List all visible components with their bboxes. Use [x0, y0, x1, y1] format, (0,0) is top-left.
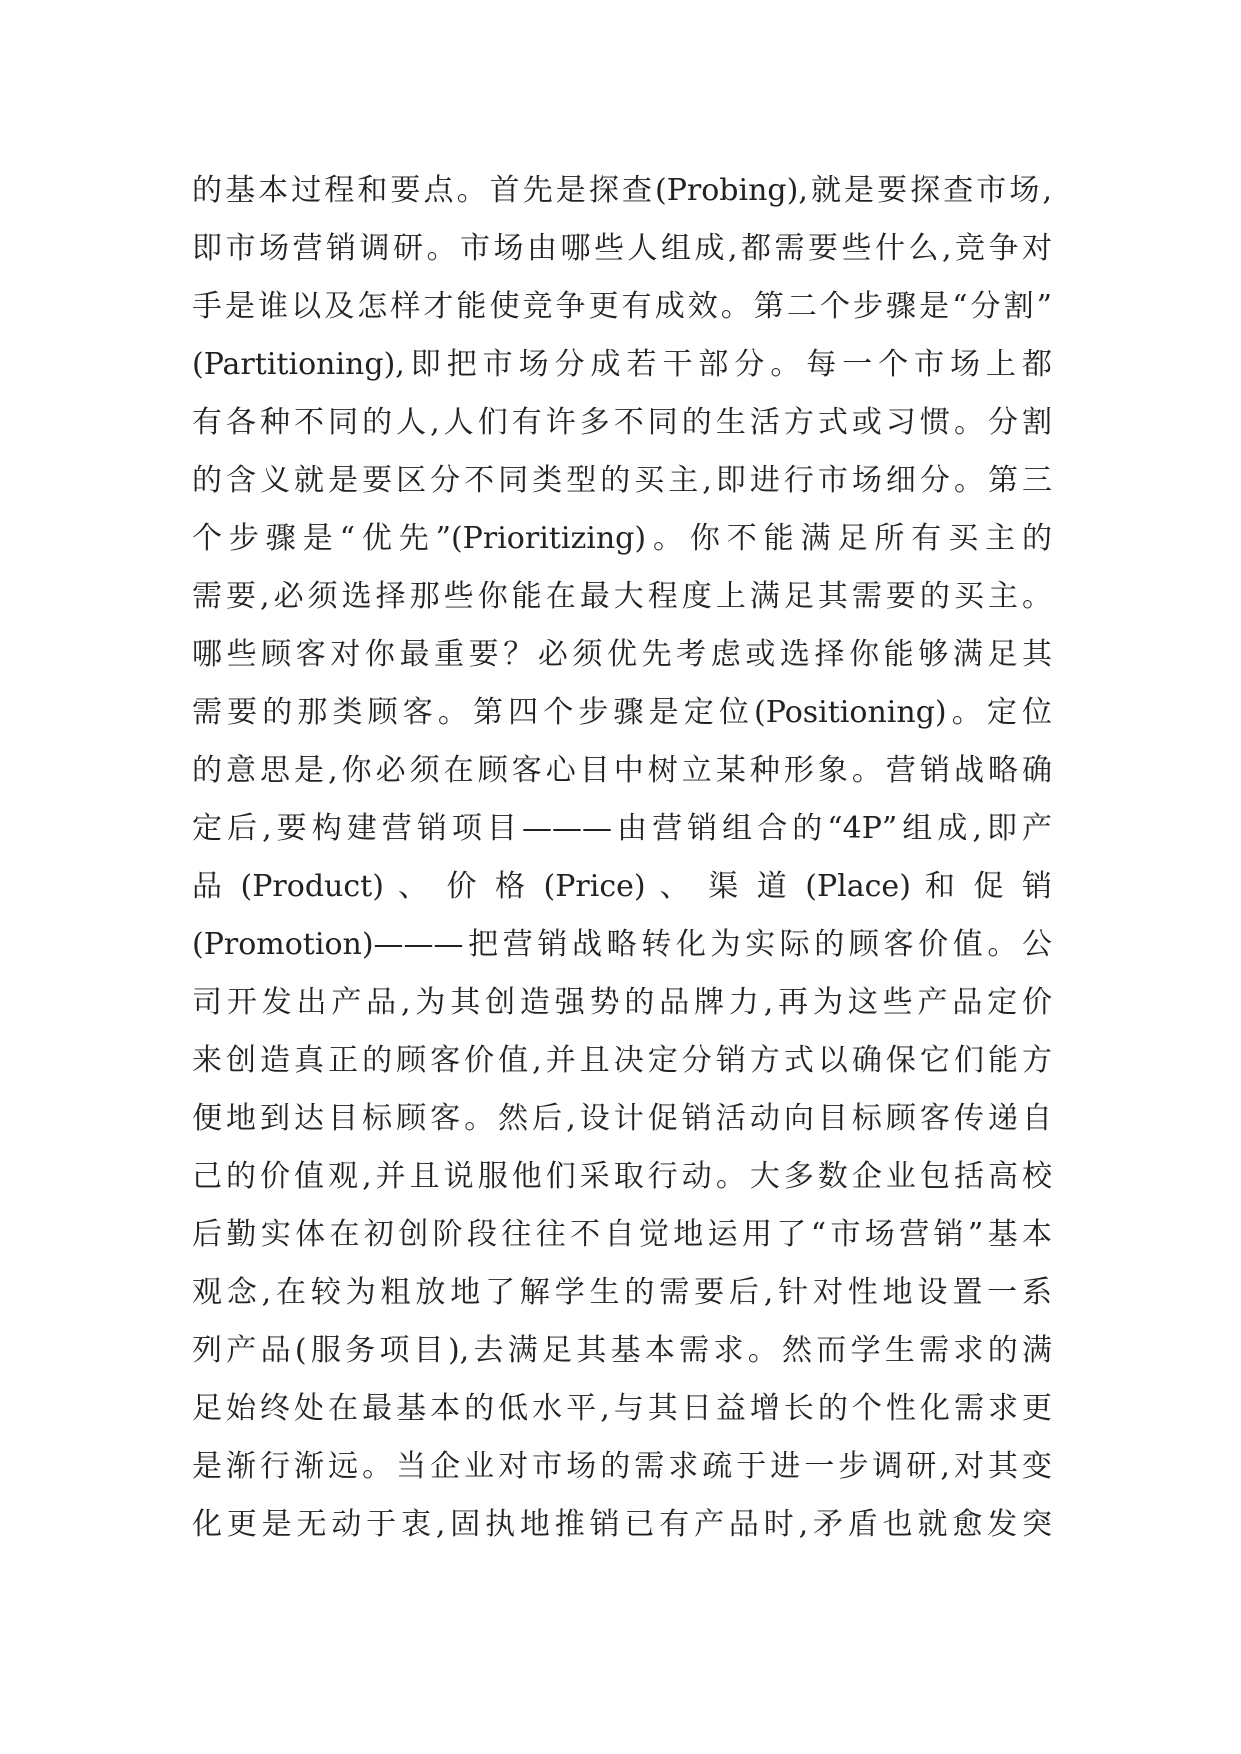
- text-line: 的基本过程和要点。首先是探查(Probing),就是要探查市场,: [192, 173, 1052, 208]
- text-line: 的含义就是要区分不同类型的买主,即进行市场细分。第三: [192, 463, 1052, 498]
- text-line: 需要的那类顾客。第四个步骤是定位(Positioning)。定位: [192, 695, 1052, 730]
- text-line: 化更是无动于衷,固执地推销已有产品时,矛盾也就愈发突: [192, 1507, 1052, 1542]
- text-line: 手是谁以及怎样才能使竞争更有成效。第二个步骤是“分割”: [192, 289, 1052, 324]
- text-line: 列产品(服务项目),去满足其基本需求。然而学生需求的满: [192, 1333, 1052, 1368]
- text-line: 需要,必须选择那些你能在最大程度上满足其需要的买主。: [192, 579, 1052, 614]
- text-line: 有各种不同的人,人们有许多不同的生活方式或习惯。分割: [192, 405, 1052, 440]
- text-line: 个步骤是“优先”(Prioritizing)。你不能满足所有买主的: [192, 521, 1052, 556]
- text-line: 己的价值观,并且说服他们采取行动。大多数企业包括高校: [192, 1159, 1052, 1194]
- text-line: 品 (Product) 、 价 格 (Price) 、 渠 道 (Place) 和 促 销: [192, 869, 1052, 904]
- text-line: 来创造真正的顾客价值,并且决定分销方式以确保它们能方: [192, 1043, 1052, 1078]
- text-line: 的意思是,你必须在顾客心目中树立某种形象。营销战略确: [192, 753, 1052, 788]
- text-line: 哪些顾客对你最重要？必须优先考虑或选择你能够满足其: [192, 637, 1052, 672]
- text-line: 即市场营销调研。市场由哪些人组成,都需要些什么,竞争对: [192, 231, 1052, 266]
- text-line: 是渐行渐远。当企业对市场的需求疏于进一步调研,对其变: [192, 1449, 1052, 1484]
- text-line: 定后,要构建营销项目———由营销组合的“4P”组成,即产: [192, 811, 1052, 846]
- text-line: 观念,在较为粗放地了解学生的需要后,针对性地设置一系: [192, 1275, 1052, 1310]
- text-line: 司开发出产品,为其创造强势的品牌力,再为这些产品定价: [192, 985, 1052, 1020]
- text-line: 足始终处在最基本的低水平,与其日益增长的个性化需求更: [192, 1391, 1052, 1426]
- text-line: (Partitioning),即把市场分成若干部分。每一个市场上都: [192, 347, 1052, 382]
- text-line: 后勤实体在初创阶段往往不自觉地运用了“市场营销”基本: [192, 1217, 1052, 1252]
- body-paragraph: [192, 162, 1052, 1554]
- text-line: (Promotion)———把营销战略转化为实际的顾客价值。公: [192, 927, 1052, 962]
- text-line: 便地到达目标顾客。然后,设计促销活动向目标顾客传递自: [192, 1101, 1052, 1136]
